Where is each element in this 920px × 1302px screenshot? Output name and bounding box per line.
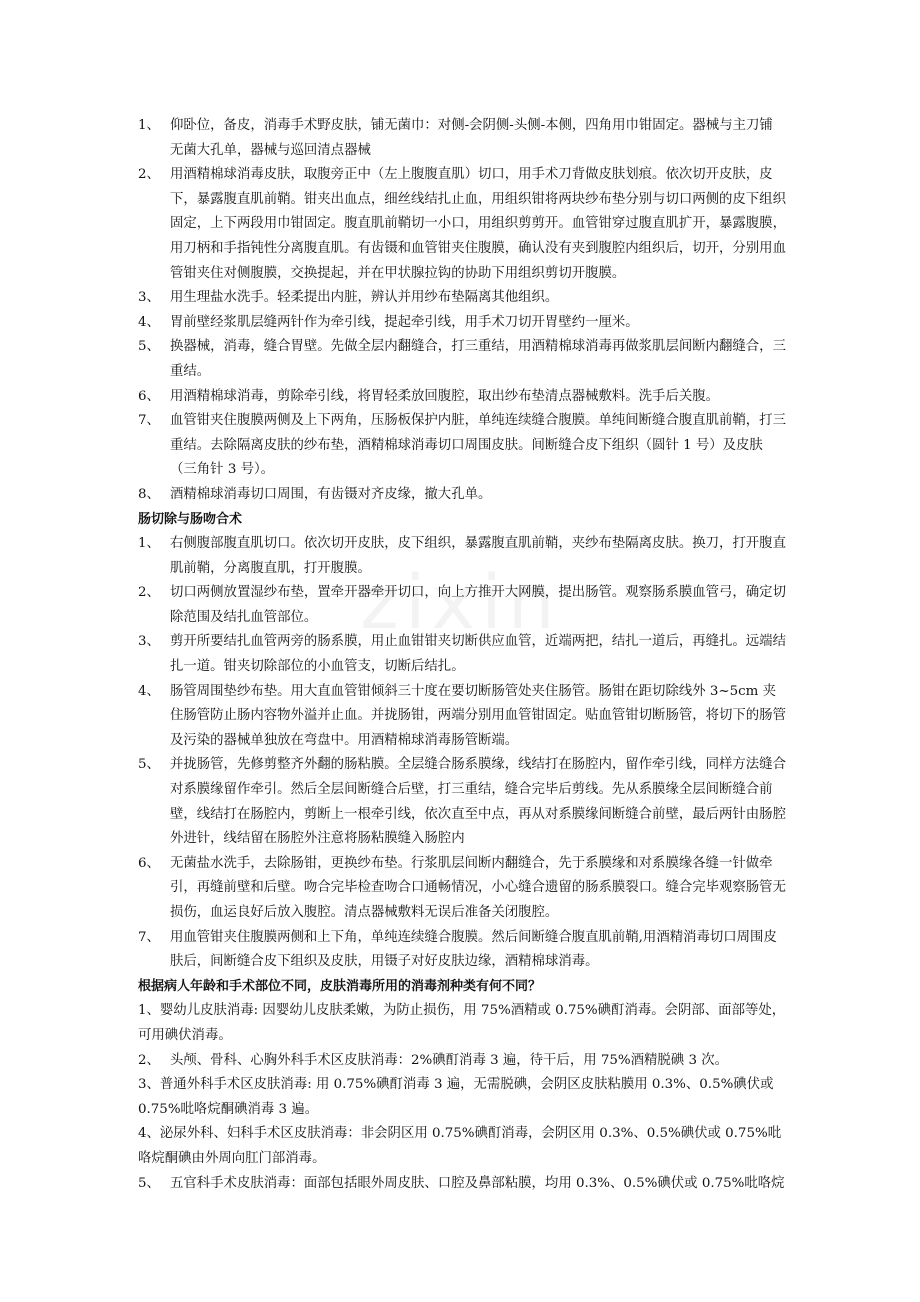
list-item: [138, 311, 786, 336]
item-text: 用酒精棉球消毒皮肤，取腹旁正中（左上腹腹直肌）切口，用手术刀背做皮肤划痕。依次切开皮肤，皮下，暴露腹直肌前鞘。钳夹出血点，细丝线结扎止血，用组织钳将两块纱布垫分别与切口两侧的皮下组织固定，上下两段用巾钳固定。腹直肌前鞘切一小口，用组织剪剪开。血管钳穿过腹直肌扩开，暴露腹膜，用刀柄和手指钝性分离腹直肌。有齿镊和血管钳夹住腹膜，确认没有夹到腹腔内组织后，切开，分别用血管钳夹住对侧腹膜，交换提起，并在甲状腺拉钩的协助下用组织剪切开腹膜。: [170, 167, 786, 281]
list-item: [138, 926, 786, 975]
list-item: [138, 409, 786, 483]
list-item: [138, 680, 786, 754]
section-heading-bowel-resection: 肠切除与肠吻合术: [138, 511, 243, 527]
item-text: 切口两侧放置湿纱布垫，置牵开器牵开切口，向上方推开大网膜，提出肠管。观察肠系膜血管弓，确定切除范围及结扎血管部位。: [170, 585, 786, 625]
item-number: 6、: [138, 388, 160, 404]
list-item: [138, 999, 786, 1048]
item-text: 酒精棉球消毒切口周围，有齿镊对齐皮缘，撤大孔单。: [170, 486, 492, 502]
item-number: 4、: [138, 314, 160, 330]
list-item: [138, 335, 786, 384]
item-text: 五官科手术皮肤消毒：面部包括眼外周皮肤、口腔及鼻部粘膜，均用 0.3%、0.5%碘伏或 0.75%吡咯烷: [170, 1175, 785, 1191]
item-text: 肠管周围垫纱布垫。用大直血管钳倾斜三十度在要切断肠管处夹住肠管。肠钳在距切除线外 3~5cm 夹住肠管防止肠内容物外溢并止血。并拢肠钳，两端分别用血管钳固定。贴血管钳切断肠管，将切下的肠管及污染的器械单独放在弯盘中。用酒精棉球消毒肠管断端。: [170, 683, 786, 748]
item-number: 8、: [138, 486, 160, 502]
item-number: 1、: [138, 536, 160, 552]
list-item: [138, 1122, 786, 1171]
item-text: 婴幼儿皮肤消毒: 因婴幼儿皮肤柔嫩，为防止损伤，用 75%酒精或 0.75%碘酊消毒。会阴部、面部等处，可用碘伏消毒。: [138, 1003, 786, 1043]
item-text: 泌尿外科、妇科手术区皮肤消毒：非会阴区用 0.75%碘酊消毒，会阴区用 0.3%、0.5%碘伏或 0.75%吡咯烷酮碘由外周向肛门部消毒。: [138, 1126, 782, 1166]
item-number: 5、: [138, 339, 160, 355]
list-item: [138, 1172, 786, 1197]
item-number: 6、: [138, 855, 160, 871]
item-number: 4、: [138, 683, 160, 699]
item-text: 无菌盐水洗手，去除肠钳，更换纱布垫。行浆肌层间断内翻缝合，先于系膜缘和对系膜缘各缝一针做牵引，再缝前壁和后壁。吻合完毕检查吻合口通畅情况，小心缝合遗留的肠系膜裂口。缝合完毕观察肠管无损伤，血运良好后放入腹腔。清点器械敷料无误后准备关闭腹腔。: [170, 855, 786, 920]
item-number: 1、: [138, 1003, 160, 1019]
item-text: 普通外科手术区皮肤消毒: 用 0.75%碘酊消毒 3 遍，无需脱碘，会阴区皮肤粘膜用 0.3%、0.5%碘伏或 0.75%吡咯烷酮碘消毒 3 遍。: [138, 1077, 774, 1117]
list-item: [138, 753, 786, 851]
list-item: [138, 286, 786, 311]
item-number: 5、: [138, 757, 160, 773]
item-number: 7、: [138, 929, 160, 945]
list-item: [138, 581, 786, 630]
list-item: [138, 852, 786, 926]
document-body: [138, 114, 786, 1196]
item-number: 7、: [138, 413, 160, 429]
item-text: 血管钳夹住腹膜两侧及上下两角，压肠板保护内脏，单纯连续缝合腹膜。单纯间断缝合腹直肌前鞘，打三重结。去除隔离皮肤的纱布垫，酒精棉球消毒切口周围皮肤。间断缝合皮下组织（圆针 1 号）及皮肤（三角针 3 号）。: [170, 413, 786, 478]
disinfectant-section: [138, 999, 786, 1196]
list-item: [138, 1073, 786, 1122]
item-text: 右侧腹部腹直肌切口。依次切开皮肤，皮下组织，暴露腹直肌前鞘，夹纱布垫隔离皮肤。换刀，打开腹直肌前鞘，分离腹直肌，打开腹膜。: [170, 536, 786, 576]
list-item: [138, 532, 786, 581]
item-text: 胃前壁经浆肌层缝两针作为牵引线，提起牵引线，用手术刀切开胃壁约一厘米。: [170, 314, 639, 330]
item-text: 换器械，消毒，缝合胃壁。先做全层内翻缝合，打三重结，用酒精棉球消毒再做浆肌层间断内翻缝合，三重结。: [170, 339, 786, 379]
item-text: 仰卧位，备皮，消毒手术野皮肤，铺无菌巾：对侧-会阴侧-头侧-本侧，四角用巾钳固定。器械与主刀铺无菌大孔单，器械与巡回清点器械: [170, 118, 773, 158]
item-number: 4、: [138, 1126, 160, 1142]
item-number: 2、: [138, 585, 160, 601]
item-number: 3、: [138, 290, 160, 306]
item-number: 3、: [138, 1077, 160, 1093]
item-text: 剪开所要结扎血管两旁的肠系膜，用止血钳钳夹切断供应血管，近端两把，结扎一道后，再缝扎。远端结扎一道。钳夹切除部位的小血管支，切断后结扎。: [170, 634, 786, 675]
procedure-section-bowel: [138, 532, 786, 975]
item-number: 5、: [138, 1175, 160, 1191]
item-text: 用生理盐水洗手。轻柔提出内脏，辨认并用纱布垫隔离其他组织。: [170, 290, 559, 306]
procedure-section-gastric: [138, 114, 786, 508]
item-text: 用酒精棉球消毒，剪除牵引线，将胃轻柔放回腹腔，取出纱布垫清点器械敷料。洗手后关腹。: [170, 388, 720, 404]
item-number: 2、: [138, 167, 160, 183]
item-text: 头颅、骨科、心胸外科手术区皮肤消毒：2%碘酊消毒 3 遍，待干后，用 75%酒精脱碘 3 次。: [170, 1052, 728, 1068]
list-item: [138, 163, 786, 286]
item-number: 3、: [138, 634, 160, 650]
list-item: [138, 1049, 786, 1074]
list-item: [138, 114, 786, 163]
item-number: 2、: [138, 1052, 160, 1068]
item-number: 1、: [138, 118, 160, 133]
item-text: 并拢肠管，先修剪整齐外翻的肠粘膜。全层缝合肠系膜缘，线结打在肠腔内，留作牵引线，同样方法缝合对系膜缘留作牵引。然后全层间断缝合后壁，打三重结，缝合完毕后剪线。先从系膜缘全层间断缝合前壁，线结打在肠腔内，剪断上一根牵引线，依次直至中点，再从对系膜缘间断缝合前壁，最后两针由肠腔外进针，线结留在肠腔外注意将肠粘膜缝入肠腔内: [170, 757, 786, 847]
list-item: [138, 630, 786, 679]
list-item: [138, 483, 786, 508]
item-text: 用血管钳夹住腹膜两侧和上下角，单纯连续缝合腹膜。然后间断缝合腹直肌前鞘,用酒精消毒切口周围皮肤后，间断缝合皮下组织及皮肤，用镊子对好皮肤边缘，酒精棉球消毒。: [170, 929, 777, 970]
list-item: [138, 385, 786, 410]
section-heading-disinfectant: 根据病人年龄和手术部位不同，皮肤消毒所用的消毒剂种类有何不同？: [138, 978, 542, 994]
